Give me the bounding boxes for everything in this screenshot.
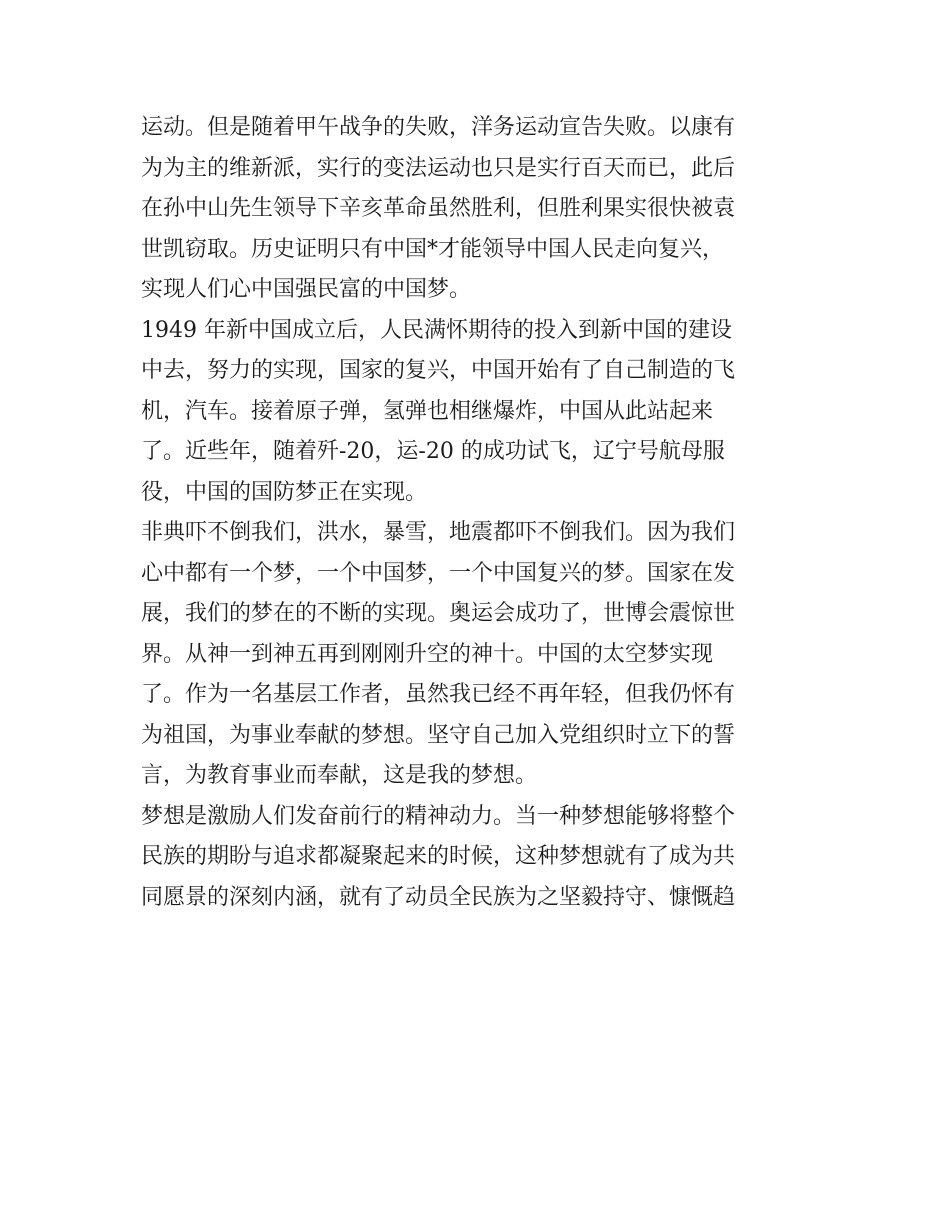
paragraph-line: 言，为教育事业而奉献，这是我的梦想。 [141, 763, 538, 788]
paragraph-1 [141, 108, 821, 311]
paragraph-line: 民族的期盼与追求都凝聚起来的时候，这种梦想就有了成为共 [141, 844, 736, 869]
paragraph-line: 心中都有一个梦，一个中国梦，一个中国复兴的梦。国家在发 [141, 560, 736, 586]
paragraph-line: 为祖国，为事业奉献的梦想。坚守自己加入党组织时立下的誓 [141, 722, 736, 748]
paragraph-4 [141, 797, 821, 919]
paragraph-line: 了。近些年，随着歼-20，运-20 的成功试飞，辽宁号航母服 [141, 439, 725, 464]
paragraph-line: 机，汽车。接着原子弹，氢弹也相继爆炸，中国从此站起来 [141, 398, 714, 424]
paragraph-line: 同愿景的深刻内涵，就有了动员全民族为之坚毅持守、慷慨趋 [141, 884, 736, 910]
paragraph-line: 界。从神一到神五再到刚刚升空的神十。中国的太空梦实现 [141, 641, 714, 667]
paragraph-line: 1949 年新中国成立后，人民满怀期待的投入到新中国的建设 [141, 317, 732, 343]
paragraph-line: 运动。但是随着甲午战争的失败，洋务运动宣告失败。以康有 [141, 115, 736, 140]
paragraph-line: 为为主的维新派，实行的变法运动也只是实行百天而已，此后 [141, 155, 736, 181]
paragraph-line: 非典吓不倒我们，洪水，暴雪，地震都吓不倒我们。因为我们 [141, 520, 736, 545]
paragraph-line: 展，我们的梦在的不断的实现。奥运会成功了，世博会震惊世 [141, 601, 736, 626]
paragraph-3 [141, 513, 821, 797]
paragraph-line: 在孙中山先生领导下辛亥革命虽然胜利，但胜利果实很快被袁 [141, 196, 736, 221]
paragraph-2 [141, 311, 821, 514]
paragraph-line: 中去，努力的实现，国家的复兴，中国开始有了自己制造的飞 [141, 358, 736, 383]
paragraph-line: 实现人们心中国强民富的中国梦。 [141, 277, 472, 302]
paragraph-line: 世凯窃取。历史证明只有中国*才能领导中国人民走向复兴， [141, 236, 725, 262]
paragraph-line: 了。作为一名基层工作者，虽然我已经不再年轻，但我仍怀有 [141, 682, 736, 707]
document-body [141, 108, 821, 918]
paragraph-line: 役，中国的国防梦正在实现。 [141, 479, 428, 505]
paragraph-line: 梦想是激励人们发奋前行的精神动力。当一种梦想能够将整个 [141, 803, 736, 829]
